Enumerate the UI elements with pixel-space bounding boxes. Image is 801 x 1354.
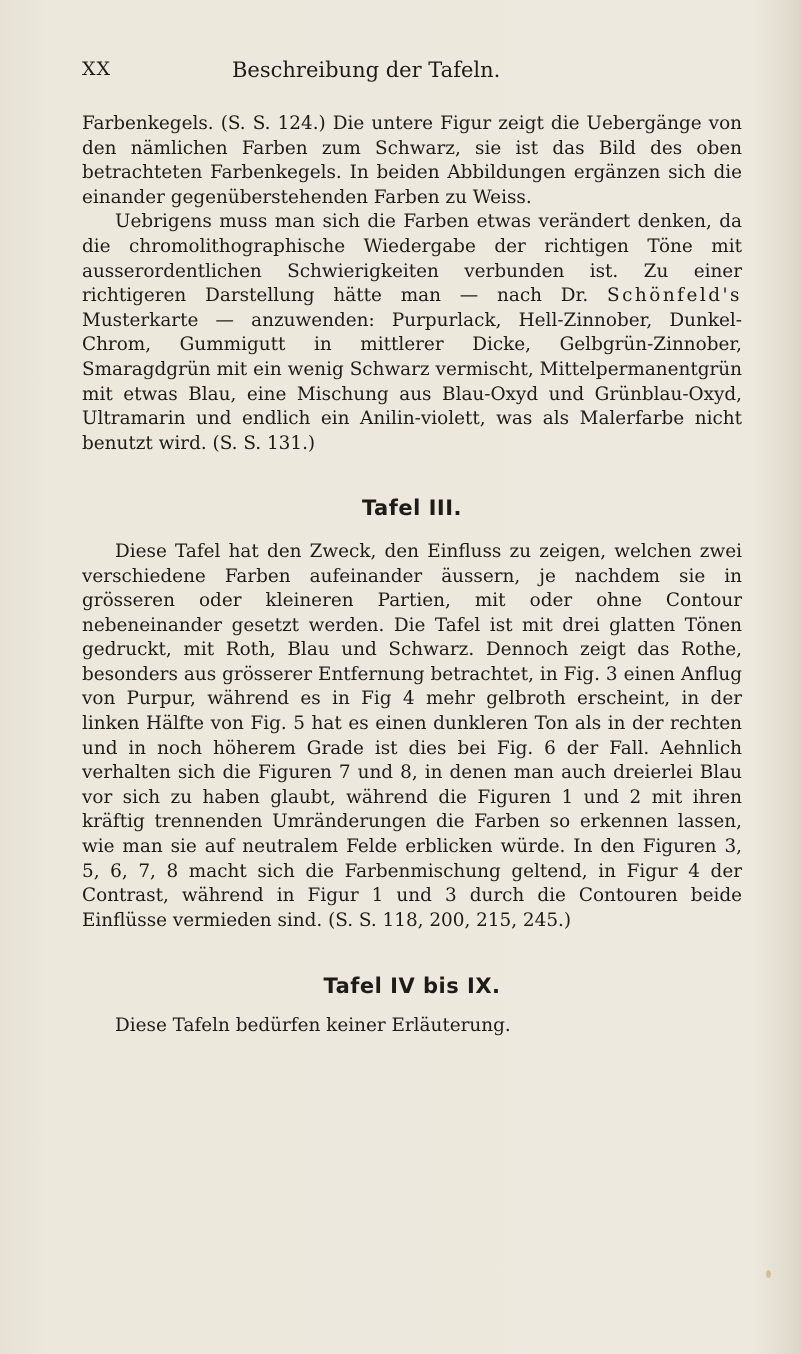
intro-paragraph-2-text-b: Musterkarte — anzuwenden: Purpurlack, Hell-Zinnober, Dunkel-Chrom, Gummigutt in mittlerer Dicke, Gelbgrün-Zinnober, Smaragdgrün mit ein wenig Schwarz vermischt, Mittelpermanentgrün mit etwas Blau, eine Mischung aus Blau-Oxyd und Grünblau-Oxyd, Ultramarin und endlich ein Anilin-violett, was als Malerfarbe nicht benutzt wird. (S. S. 131.) xyxy=(82,309,742,454)
section-heading-tafel-3: Tafel III. xyxy=(361,496,463,521)
tafel-3-paragraph: Diese Tafel hat den Zweck, den Einfluss zu zeigen, welchen zwei verschiedene Farben aufeinander äussern, je nachdem sie in grösseren oder kleineren Partien, mit oder ohne Contour nebeneinander gesetzt werden. Die Tafel ist mit drei glatten Tönen gedruckt, mit Roth, Blau und Schwarz. Dennoch zeigt das Rothe, besonders aus grösserer Entfernung betrachtet, in Fig. 3 einen Anflug von Purpur, während es in Fig 4 mehr gelbroth erscheint, in der linken Hälfte von Fig. 5 hat es einen dunkleren Ton als in der rechten und in noch höherem Grade ist dies bei Fig. 6 der Fall. Aehnlich verhalten sich die Figuren 7 und 8, in denen man auch dreierlei Blau vor sich zu haben glaubt, während die Figuren 1 und 2 mit ihren kräftig trennenden Umränderungen die Farben so erkennen lassen, wie man sie auf neutralem Felde erblicken würde. In den Figuren 3, 5, 6, 7, 8 macht sich die Farbenmischung geltend, in Figur 4 der Contrast, während in Figur 1 und 3 durch die Contouren beide Einflüsse vermieden sind. (S. S. 118, 200, 215, 245.) xyxy=(82,540,742,931)
author-name: Schönfeld's xyxy=(607,285,742,307)
paper-stain xyxy=(766,1270,771,1278)
page-body xyxy=(82,112,742,1039)
running-title: Beschreibung der Tafeln. xyxy=(232,58,501,82)
intro-paragraph-1: Farbenkegels. (S. S. 124.) Die untere Figur zeigt die Uebergänge von den nämlichen Farben zum Schwarz, sie ist das Bild des oben betrachteten Farbenkegels. In beiden Abbildungen ergänzen sich die einander gegenüberstehenden Farben zu Weiss. xyxy=(82,113,742,208)
tafel-4-9-paragraph: Diese Tafeln bedürfen keiner Erläuterung. xyxy=(115,1015,511,1036)
page-number: XX xyxy=(82,58,112,80)
intro-paragraph-2 xyxy=(82,210,742,456)
page-header xyxy=(82,58,742,88)
intro-paragraph-2-text-a: Uebrigens muss man sich die Farben etwas verändert denken, da die chromolithographische Wiedergabe der richtigen Töne mit ausserordentlichen Schwierigkeiten verbunden ist. Zu einer richtigeren Darstellung hätte man — nach Dr. xyxy=(82,211,742,307)
section-heading-tafel-4-9: Tafel IV bis IX. xyxy=(323,974,501,999)
